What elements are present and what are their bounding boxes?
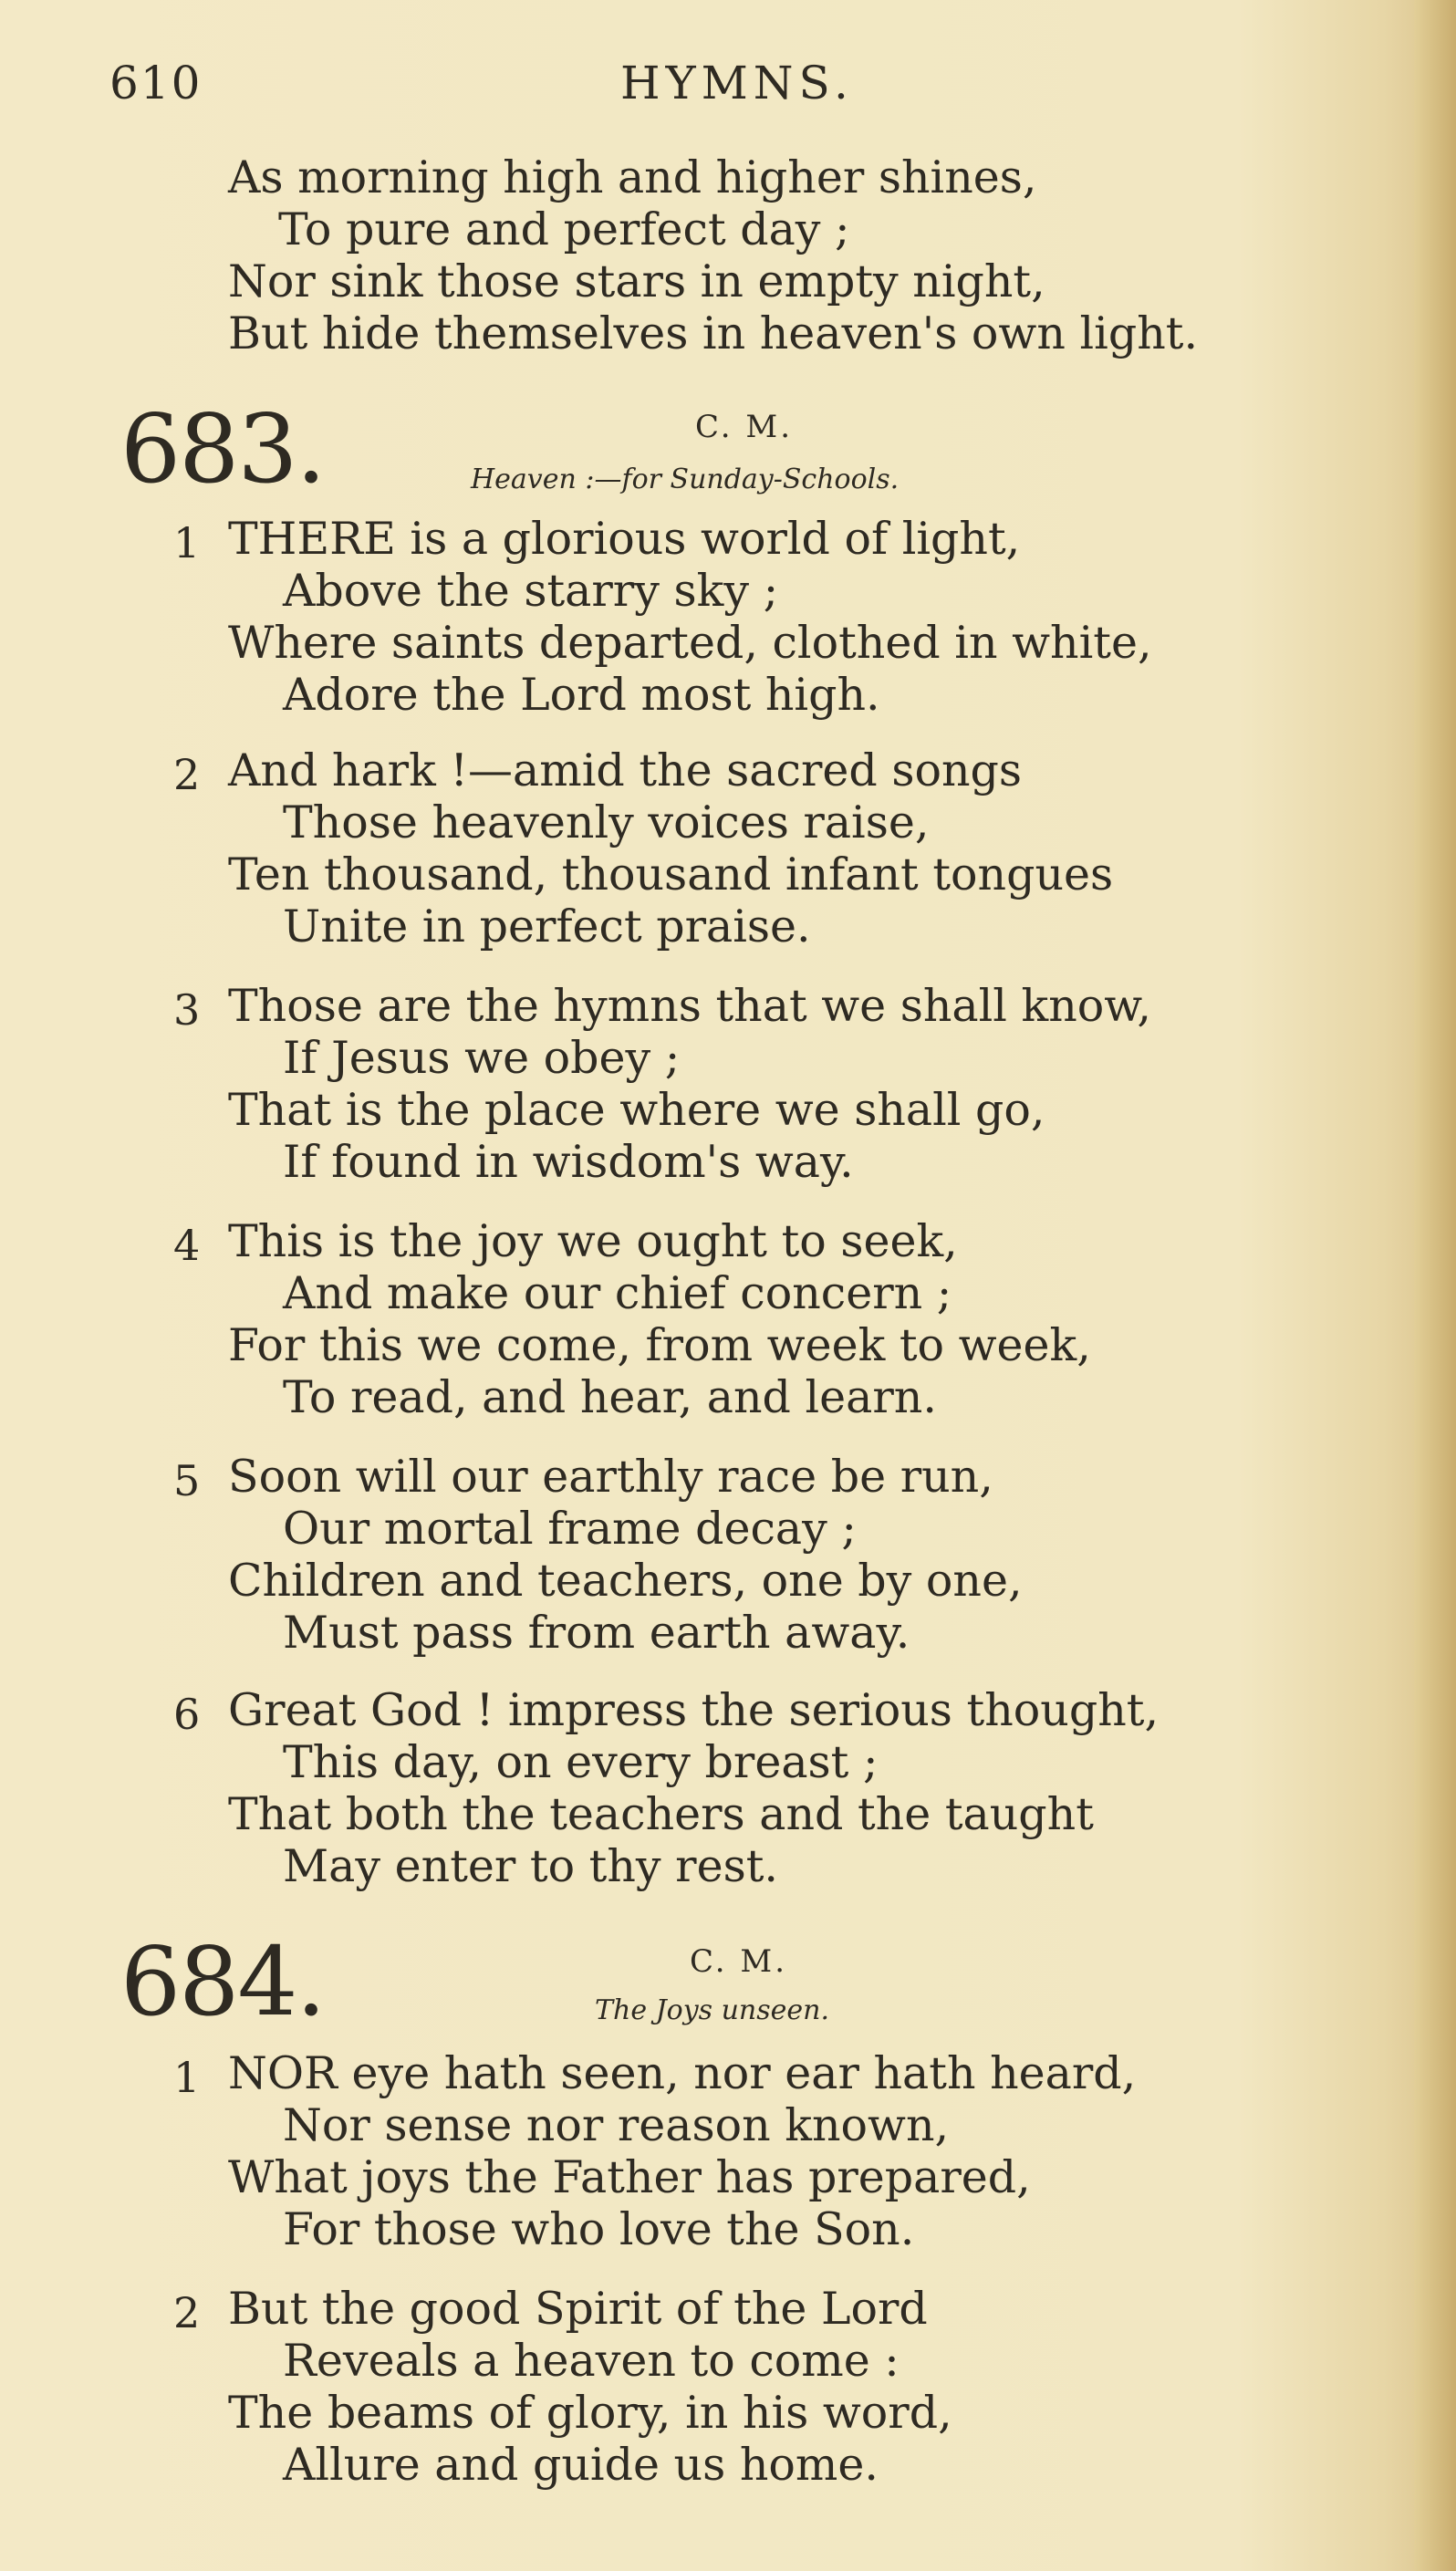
verse-line: For those who love the Son. xyxy=(283,2203,915,2255)
verse-line: Where saints departed, clothed in white, xyxy=(228,617,1152,669)
verse-line: If found in wisdom's way. xyxy=(283,1136,854,1188)
verse-line: But the good Spirit of the Lord xyxy=(228,2283,928,2335)
verse-line: Those heavenly voices raise, xyxy=(283,796,930,848)
hymn-meter: C. M. xyxy=(690,1943,788,1980)
verse-number: 6 xyxy=(173,1690,201,1739)
verse-line: Reveals a heaven to come : xyxy=(283,2335,900,2387)
verse-number: 3 xyxy=(173,985,201,1035)
verse-line: Our mortal frame decay ; xyxy=(283,1503,857,1555)
verse-number: 5 xyxy=(173,1456,201,1505)
verse-line: That both the teachers and the taught xyxy=(228,1788,1094,1840)
verse-line: Children and teachers, one by one, xyxy=(228,1555,1023,1607)
verse-line: NOR eye hath seen, nor ear hath heard, xyxy=(228,2047,1137,2099)
verse-line: For this we come, from week to week, xyxy=(228,1319,1091,1371)
verse-line: Above the starry sky ; xyxy=(283,565,779,617)
verse-line: Allure and guide us home. xyxy=(283,2439,879,2491)
hymn-number: 683. xyxy=(120,393,325,505)
verse-number: 1 xyxy=(173,2053,201,2102)
verse-line: To read, and hear, and learn. xyxy=(283,1371,937,1423)
verse-line: That is the place where we shall go, xyxy=(228,1084,1045,1136)
hymn-number: 684. xyxy=(120,1926,325,2037)
verse-line: Nor sense nor reason known, xyxy=(283,2099,950,2151)
hymn-subject: The Joys unseen. xyxy=(595,1994,829,2026)
verse-number: 2 xyxy=(173,750,201,799)
verse-line: Those are the hymns that we shall know, xyxy=(228,980,1152,1032)
verse-line: Soon will our earthly race be run, xyxy=(228,1451,993,1503)
hymn-subject: Heaven :—for Sunday-Schools. xyxy=(471,463,900,495)
verse-line: This is the joy we ought to seek, xyxy=(228,1215,958,1267)
page-gutter-edge xyxy=(1414,0,1456,2571)
verse-line: Nor sink those stars in empty night, xyxy=(228,255,1045,307)
verse-number: 4 xyxy=(173,1221,201,1270)
verse-line: To pure and perfect day ; xyxy=(278,203,850,255)
verse-line: What joys the Father has prepared, xyxy=(228,2151,1031,2203)
verse-line: Adore the Lord most high. xyxy=(283,669,880,721)
verse-line: And make our chief concern ; xyxy=(283,1267,952,1319)
verse-line: Great God ! impress the serious thought, xyxy=(228,1684,1160,1736)
verse-line: And hark !—amid the sacred songs xyxy=(228,744,1023,796)
verse-number: 2 xyxy=(173,2288,201,2337)
verse-line: This day, on every breast ; xyxy=(283,1736,879,1788)
page-header xyxy=(109,57,1295,120)
verse-line: The beams of glory, in his word, xyxy=(228,2387,952,2439)
page-number: 610 xyxy=(109,57,203,109)
verse-line: If Jesus we obey ; xyxy=(283,1032,681,1084)
verse-line: Unite in perfect praise. xyxy=(283,900,811,952)
verse-line: May enter to thy rest. xyxy=(283,1840,778,1892)
running-head: HYMNS. xyxy=(620,57,854,109)
verse-line: But hide themselves in heaven's own light. xyxy=(228,307,1199,359)
verse-line: Ten thousand, thousand infant tongues xyxy=(228,848,1114,900)
hymn-meter: C. M. xyxy=(695,409,794,445)
verse-line: As morning high and higher shines, xyxy=(228,151,1037,203)
verse-line: THERE is a glorious world of light, xyxy=(228,513,1021,565)
verse-line: Must pass from earth away. xyxy=(283,1607,910,1659)
verse-number: 1 xyxy=(173,518,201,567)
